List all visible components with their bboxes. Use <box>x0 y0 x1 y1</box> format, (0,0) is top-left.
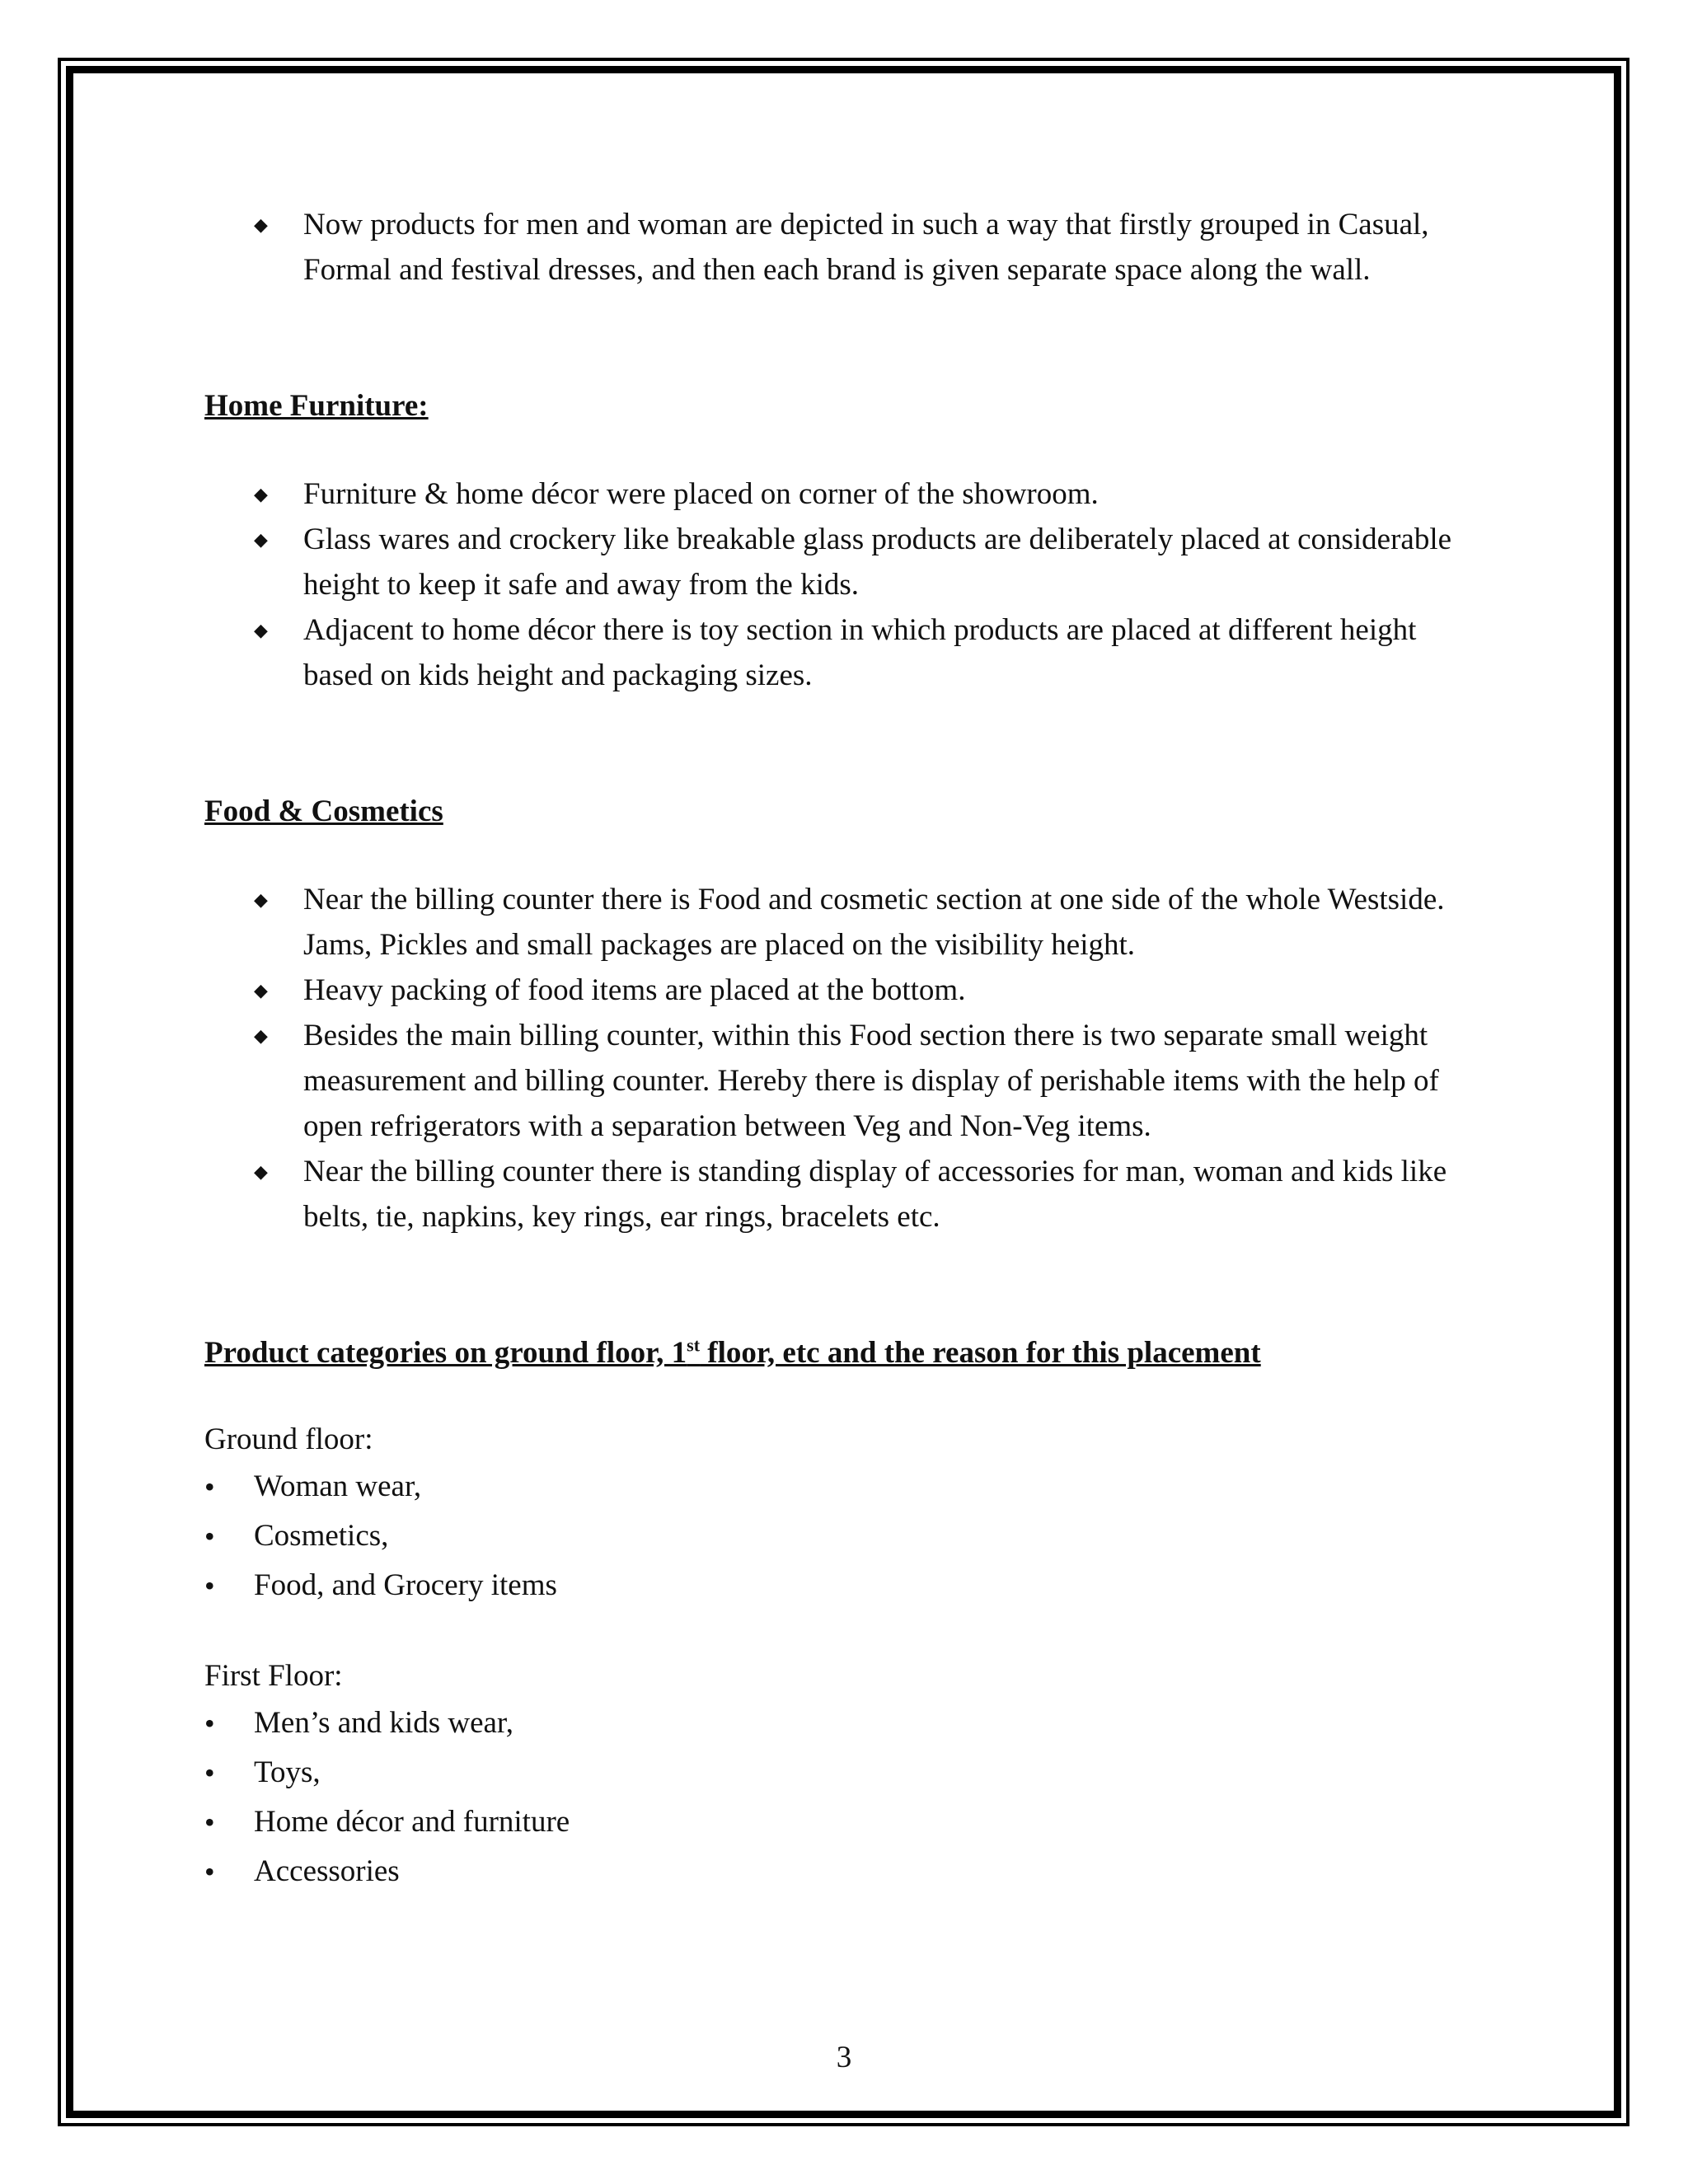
list-item <box>254 471 1490 517</box>
heading-text-start: Product categories on ground floor, 1 <box>204 1336 687 1370</box>
list-item-text: Besides the main billing counter, within this Food section there is two separate small weight measurement and billing counter. Hereby there is display of perishable items with the help of open refrigerators with a separation between Veg and Non-Veg items. <box>303 1019 1439 1143</box>
round-bullet-icon: • <box>204 1707 215 1740</box>
list-item-text: Men’s and kids wear, <box>254 1706 514 1740</box>
list-item-text: Cosmetics, <box>254 1519 389 1553</box>
round-bullet-icon: • <box>204 1855 215 1888</box>
first-floor-label: First Floor: <box>204 1659 343 1693</box>
list-item <box>254 1149 1490 1240</box>
list-item-text: Near the billing counter there is Food and cosmetic section at one side of the whole Westside. Jams, Pickles and small packages are placed on the visibility height. <box>303 883 1445 962</box>
list-item <box>254 517 1490 607</box>
list-item <box>204 1462 1490 1511</box>
list-item <box>254 1013 1490 1149</box>
diamond-bullet-icon: ◆ <box>254 889 268 910</box>
list-item <box>204 1847 1490 1896</box>
round-bullet-icon: • <box>204 1756 215 1789</box>
ground-floor-list <box>204 1462 1490 1610</box>
list-item <box>204 1699 1490 1748</box>
diamond-bullet-icon: ◆ <box>254 484 268 504</box>
intro-bullet-list <box>204 202 1490 293</box>
diamond-bullet-icon: ◆ <box>254 620 268 640</box>
list-item-text: Near the billing counter there is standing display of accessories for man, woman and kids like belts, tie, napkins, key rings, ear rings, bracelets etc. <box>303 1155 1447 1234</box>
section-heading-placement <box>204 1330 1490 1376</box>
first-floor-list <box>204 1699 1490 1896</box>
round-bullet-icon: • <box>204 1520 215 1553</box>
ground-floor-label: Ground floor: <box>204 1422 373 1456</box>
round-bullet-icon: • <box>204 1806 215 1839</box>
list-item-text: Home décor and furniture <box>254 1805 570 1839</box>
list-item <box>254 877 1490 968</box>
ordinal-superscript: st <box>687 1334 701 1356</box>
list-item-text: Accessories <box>254 1854 400 1888</box>
list-item <box>254 607 1490 698</box>
round-bullet-icon: • <box>204 1569 215 1602</box>
list-item-text: Woman wear, <box>254 1469 422 1503</box>
diamond-bullet-icon: ◆ <box>254 1025 268 1046</box>
list-item <box>254 202 1490 293</box>
list-item-text: Heavy packing of food items are placed at the bottom. <box>303 973 966 1007</box>
diamond-bullet-icon: ◆ <box>254 980 268 1001</box>
document-body <box>204 202 1490 1896</box>
diamond-bullet-icon: ◆ <box>254 529 268 550</box>
list-item <box>254 968 1490 1013</box>
food-cosmetics-bullet-list <box>204 877 1490 1240</box>
round-bullet-icon: • <box>204 1470 215 1503</box>
section-heading-home-furniture: Home Furniture: <box>204 389 429 423</box>
list-item-text: Toys, <box>254 1755 321 1789</box>
diamond-bullet-icon: ◆ <box>254 1161 268 1182</box>
list-item-text: Glass wares and crockery like breakable glass products are deliberately placed at considerable height to keep it safe and away from the kids. <box>303 523 1452 602</box>
list-item <box>204 1561 1490 1610</box>
list-item-text: Now products for men and woman are depicted in such a way that firstly grouped in Casual, Formal and festival dresses, and then each brand is given separate space along the wall. <box>303 208 1429 287</box>
list-item-text: Adjacent to home décor there is toy section in which products are placed at different height based on kids height and packaging sizes. <box>303 613 1417 692</box>
home-furniture-bullet-list <box>204 471 1490 698</box>
diamond-bullet-icon: ◆ <box>254 214 268 235</box>
section-heading-food-cosmetics: Food & Cosmetics <box>204 794 443 828</box>
list-item <box>204 1797 1490 1847</box>
list-item <box>204 1511 1490 1561</box>
page-number: 3 <box>836 2041 852 2074</box>
list-item <box>204 1748 1490 1797</box>
list-item-text: Furniture & home décor were placed on corner of the showroom. <box>303 477 1099 511</box>
list-item-text: Food, and Grocery items <box>254 1568 557 1602</box>
heading-text-end: floor, etc and the reason for this placement <box>700 1336 1261 1370</box>
